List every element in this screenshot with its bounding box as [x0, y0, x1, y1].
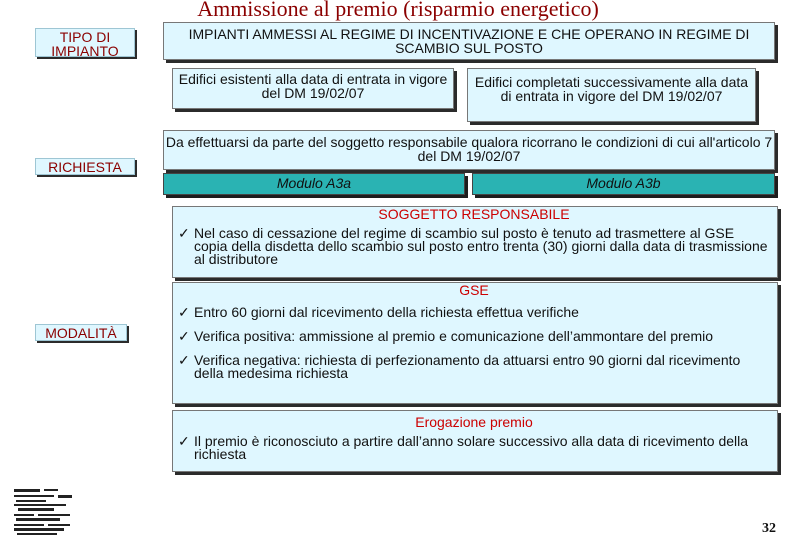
richiesta-box: Da effettuarsi da parte del soggetto responsabile qualora ricorrano le condizioni di cui all'articolo 7 del DM 19/02/07 — [163, 130, 775, 170]
check-icon: ✓ — [178, 433, 190, 449]
check-icon: ✓ — [178, 225, 190, 241]
page-number: 32 — [762, 521, 776, 536]
gse-item — [177, 330, 771, 343]
slide-title: Ammissione al premio (risparmio energetico) — [197, 0, 599, 21]
erogazione-item — [177, 435, 771, 461]
erogazione-box — [172, 410, 778, 472]
gse-item-text: Verifica negativa: richiesta di perfezionamento da attuarsi entro 90 giorni dal ricevimento della medesima richiesta — [194, 352, 741, 381]
modulo-a3a: Modulo A3a — [163, 173, 465, 195]
label-tipo-impianto: TIPO DI IMPIANTO — [35, 28, 135, 57]
soggetto-heading: SOGGETTO RESPONSABILE — [378, 206, 570, 222]
soggetto-item — [177, 227, 771, 266]
gse-item — [177, 354, 771, 380]
impianti-ammessi-box: IMPIANTI AMMESSI AL REGIME DI INCENTIVAZIONE E CHE OPERANO IN REGIME DI SCAMBIO SUL POSTO — [163, 22, 775, 60]
edifici-esistenti-box: Edifici esistenti alla data di entrata in vigore del DM 19/02/07 — [172, 68, 454, 109]
gse-box — [172, 282, 778, 404]
gse-item — [177, 306, 771, 319]
gse-heading: GSE — [459, 282, 489, 298]
soggetto-item-text: Nel caso di cessazione del regime di scambio sul posto è tenuto ad trasmettere al GSE copia della disdetta dello scambio sul posto entro trenta (30) giorni dalla data di trasmissione al distributore — [194, 225, 768, 267]
gse-item-text: Entro 60 giorni dal ricevimento della richiesta effettua verifiche — [194, 304, 579, 320]
check-icon: ✓ — [178, 328, 190, 344]
label-richiesta: RICHIESTA — [35, 158, 135, 175]
soggetto-responsabile-box — [172, 206, 778, 278]
label-modalita: MODALITÀ — [35, 324, 127, 341]
erogazione-item-text: Il premio è riconosciuto a partire dall’anno solare successivo alla data di ricevimento della richiesta — [194, 433, 749, 462]
gse-item-text: Verifica positiva: ammissione al premio e comunicazione dell’ammontare del premio — [194, 328, 714, 344]
erogazione-heading: Erogazione premio — [415, 414, 533, 430]
check-icon: ✓ — [178, 304, 190, 320]
edifici-completati-box: Edifici completati successivamente alla data di entrata in vigore del DM 19/02/07 — [467, 68, 756, 122]
logo-icon — [14, 487, 74, 539]
modulo-a3b: Modulo A3b — [472, 173, 775, 195]
check-icon: ✓ — [178, 352, 190, 368]
